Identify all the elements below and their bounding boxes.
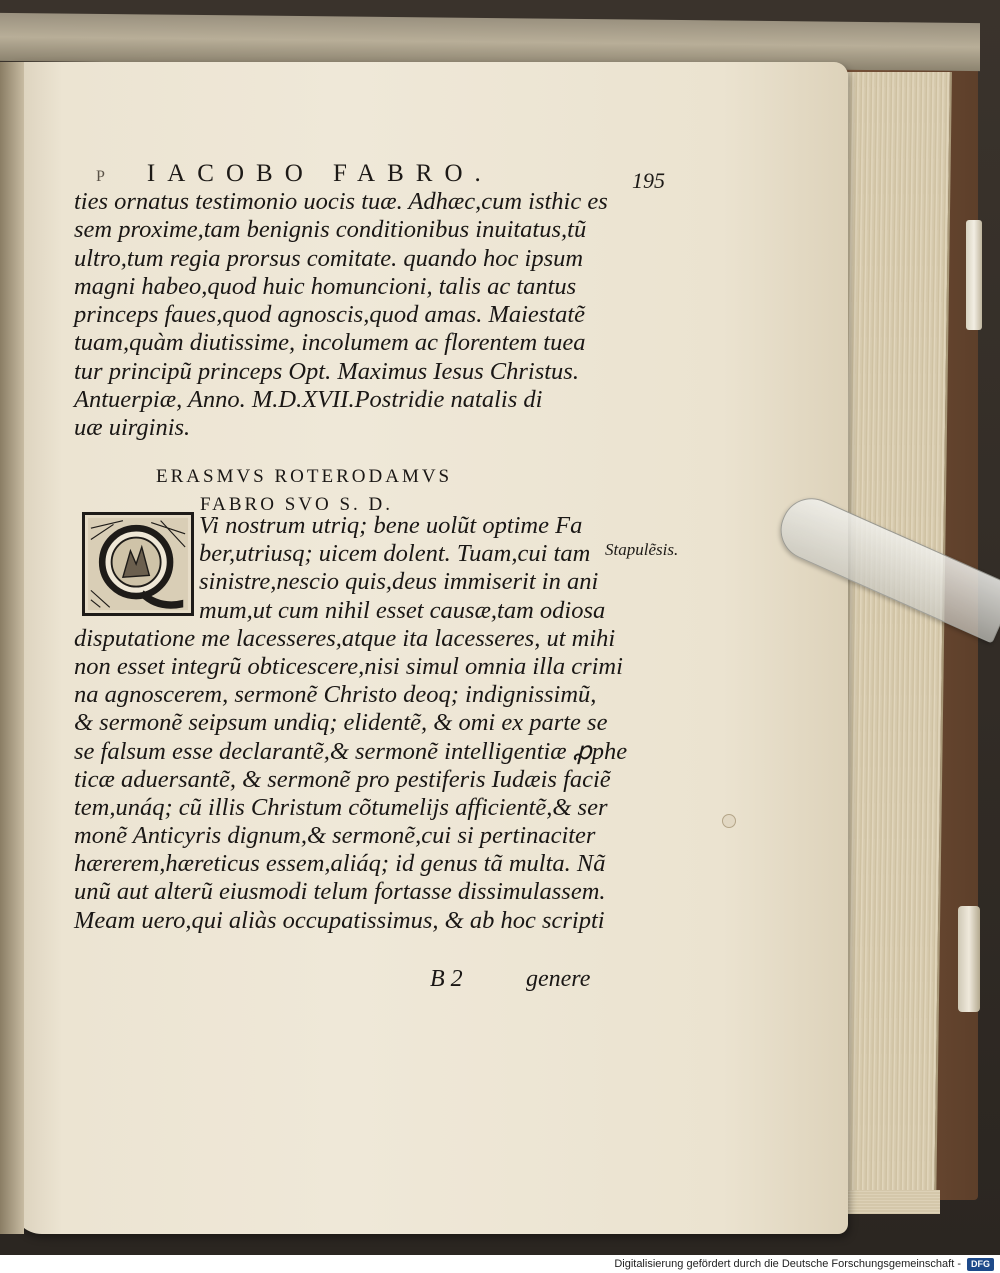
- text-line: ber,utriusq; uicem dolent. Tuam,cui tam: [199, 540, 591, 568]
- text-line: mum,ut cum nihil esset causæ,tam odiosa: [199, 596, 606, 624]
- text-line: Vi nostrum utriq; bene uolũt optime Fa: [199, 512, 583, 539]
- text-line: monẽ Anticyris dignum,& sermonẽ,cui si pertinaciter: [74, 822, 596, 850]
- text-line: ties ornatus testimonio uocis tuæ. Adhæc,cum isthic es: [74, 188, 608, 215]
- marginal-note: Stapulẽsis.: [605, 540, 679, 559]
- footer-bar: [0, 1255, 1000, 1273]
- letter-heading-recipient: FABRO SVO S. D.: [200, 494, 393, 515]
- text-line: sinistre,nescio quis,deus immiserit in ani: [199, 568, 599, 596]
- text-line: non esset integrũ obticescere,nisi simul omnia illa crimi: [74, 652, 623, 680]
- letter-body-text: [74, 512, 628, 935]
- running-head-mark: P: [96, 168, 107, 185]
- text-line: Meam uero,qui aliàs occupatissimus, & ab hoc scripti: [74, 906, 605, 934]
- footer-credit: Digitalisierung gefördert durch die Deutsche Forschungsgemeinschaft -: [614, 1258, 961, 1270]
- text-line: sem proxime,tam benignis conditionibus inuitatus,tũ: [74, 216, 587, 244]
- text-line: & sermonẽ seipsum undiq; elidentẽ, & omi ex parte se: [74, 709, 608, 737]
- clasp-top: [966, 220, 982, 330]
- clasp-bottom: [958, 906, 980, 1012]
- running-head-title: IACOBO FABRO.: [146, 160, 493, 187]
- text-line: tem,unáq; cũ illis Christum cõtumelijs afficientẽ,& ser: [74, 793, 608, 821]
- text-line: se falsum esse declarantẽ,& sermonẽ intelligentiæ ꝓphe: [74, 737, 628, 765]
- text-line: uæ uirginis.: [74, 414, 191, 442]
- text-line: disputatione me lacesseres,atque ita lacesseres, ut mihi: [74, 624, 616, 652]
- letter-heading-sender: ERASMVS ROTERODAMVS: [156, 466, 453, 487]
- text-line: hærerem,hæreticus essem,aliáq; id genus tã multa. Nã: [74, 850, 606, 878]
- text-line: ultro,tum regia prorsus comitate. quando hoc ipsum: [74, 244, 584, 272]
- text-line: Antuerpiæ, Anno. M.D.XVII.Postridie natalis di: [74, 386, 543, 414]
- text-line: princeps faues,quod agnoscis,quod amas. Maiestatẽ: [74, 301, 586, 329]
- catchword: genere: [526, 966, 591, 992]
- paper-hole: [722, 814, 736, 828]
- text-line: ticæ aduersantẽ, & sermonẽ pro pestiferis Iudæis faciẽ: [74, 765, 611, 793]
- page-gutter: [0, 62, 24, 1234]
- page-number: 195: [632, 168, 665, 193]
- letter-close-text: [74, 188, 614, 443]
- text-line: unũ aut alterũ eiusmodi telum fortasse dissimulassem.: [74, 878, 606, 906]
- text-line: tuam,quàm diutissime, incolumem ac florentem tuea: [74, 329, 586, 357]
- signature-mark: B 2: [430, 966, 463, 992]
- dfg-logo-icon: DFG: [967, 1258, 994, 1271]
- text-line: tur principũ princeps Opt. Maximus Iesus Christus.: [74, 357, 579, 385]
- text-line: magni habeo,quod huic homuncioni, talis ac tantus: [74, 272, 577, 300]
- text-line: na agnoscerem, sermonẽ Christo deoq; indignissimũ,: [74, 681, 597, 709]
